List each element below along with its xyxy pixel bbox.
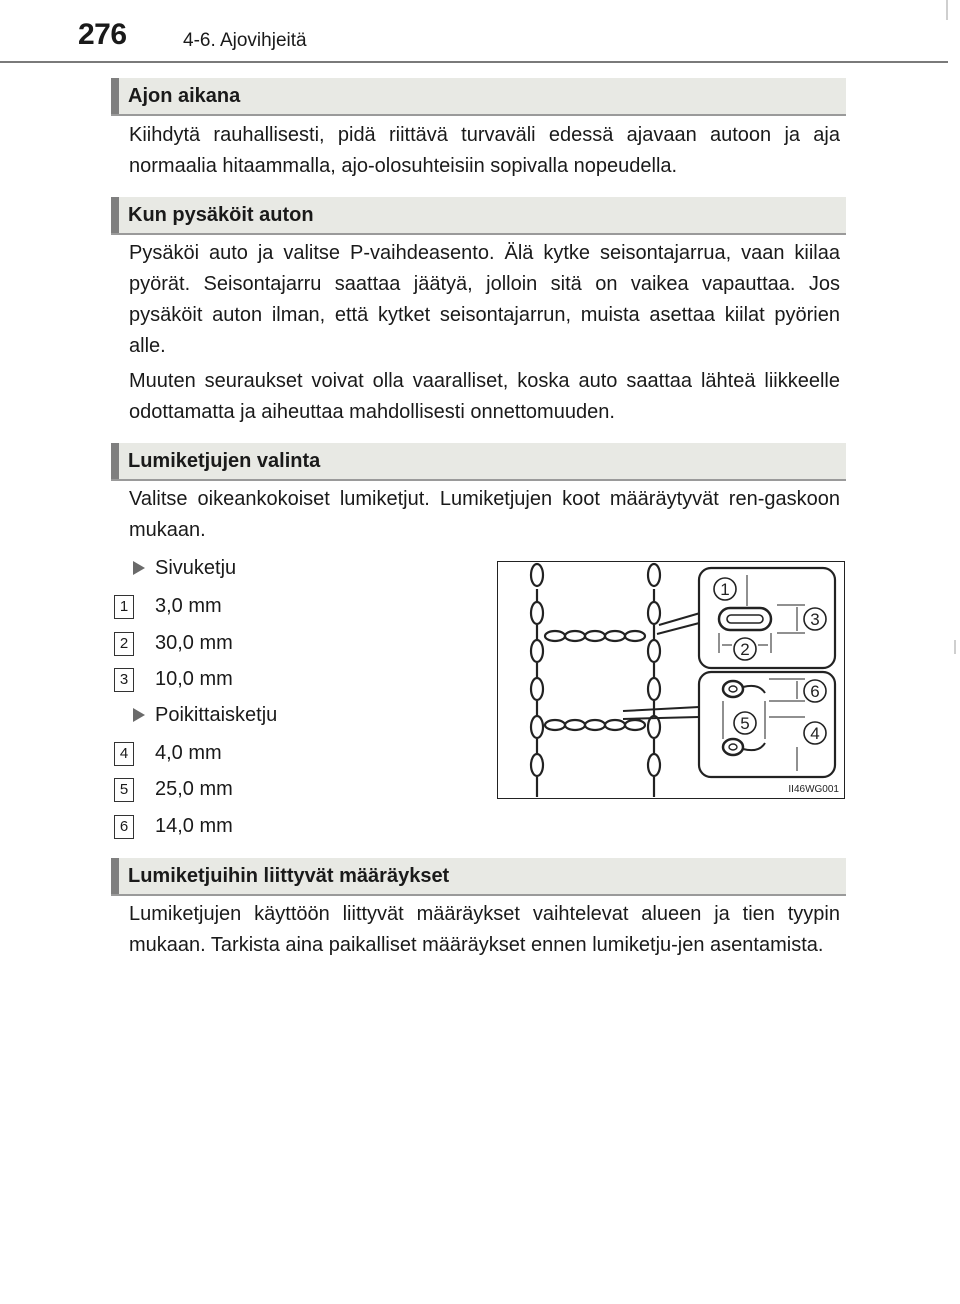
callout-label: 4: [810, 724, 820, 743]
heading-bar: [111, 78, 119, 114]
number-badge: 4: [114, 742, 134, 766]
section-title: Kun pysäköit auton: [128, 204, 314, 226]
section-heading-ajon-aikana: [111, 78, 846, 116]
section-heading-pysakointi: [111, 197, 846, 235]
crop-mark: [946, 0, 948, 20]
paragraph: Lumiketjujen käyttöön liittyvät määräykset vaihtelevat alueen ja tien tyypin mukaan. Tarkista aina paikalliset määräykset ennen lumiketju-jen asentamista.: [129, 903, 840, 956]
callout-label: 3: [810, 610, 820, 629]
callout-label: 6: [810, 682, 820, 701]
section-breadcrumb: 4-6. Ajovihjeitä: [183, 30, 307, 51]
paragraph: Kiihdytä rauhallisesti, pidä riittävä turvaväli edessä ajavaan autoon ja aja normaalia hitaammalla, ajo-olosuhteisiin sopivalla nopeudella.: [129, 124, 840, 177]
heading-bar: [111, 197, 119, 233]
header-divider: [0, 61, 948, 63]
callout-label: 1: [720, 580, 730, 599]
number-badge: 5: [114, 778, 134, 802]
snow-chain-figure: [497, 561, 845, 799]
section-heading-lumiketjujen-valinta: [111, 443, 846, 481]
snow-chain-illustration: [497, 561, 845, 799]
figure-code: II46WG001: [788, 784, 839, 795]
section-title: Lumiketjuihin liittyvät määräykset: [128, 865, 450, 887]
section-heading-maaraykset: [111, 858, 846, 896]
triangle-bullet-icon: [133, 708, 145, 722]
number-badge: 6: [114, 815, 134, 839]
heading-bar: [111, 858, 119, 894]
paragraph: Pysäköi auto ja valitse P-vaihdeasento. Älä kytke seisontajarrua, vaan kiilaa pyörät. Seisontajarru saattaa jäätyä, jolloin sitä on vaikea vapauttaa. Jos pysäköit auton ilman, että kytket seisontajarrun, muista asettaa kiilat pyörien alle.: [129, 242, 840, 357]
page-number: 276: [78, 18, 127, 51]
paragraph: Muuten seuraukset voivat olla vaaralliset, koska auto saattaa lähteä liikkeelle odottamatta ja aiheuttaa mahdollisesti onnettomuuden.: [129, 370, 840, 423]
section-title: Lumiketjujen valinta: [128, 450, 321, 472]
callout-label: 5: [740, 714, 750, 733]
paragraph: Valitse oikeankokoiset lumiketjut. Lumiketjujen koot määräytyvät ren-gaskoon mukaan.: [129, 488, 840, 541]
callout-label: 2: [740, 640, 750, 659]
triangle-bullet-icon: [133, 561, 145, 575]
section-title: Ajon aikana: [128, 85, 241, 107]
number-badge: 3: [114, 668, 134, 692]
number-badge: 1: [114, 595, 134, 619]
crop-mark: [954, 640, 956, 654]
heading-bar: [111, 443, 119, 479]
number-badge: 2: [114, 632, 134, 656]
